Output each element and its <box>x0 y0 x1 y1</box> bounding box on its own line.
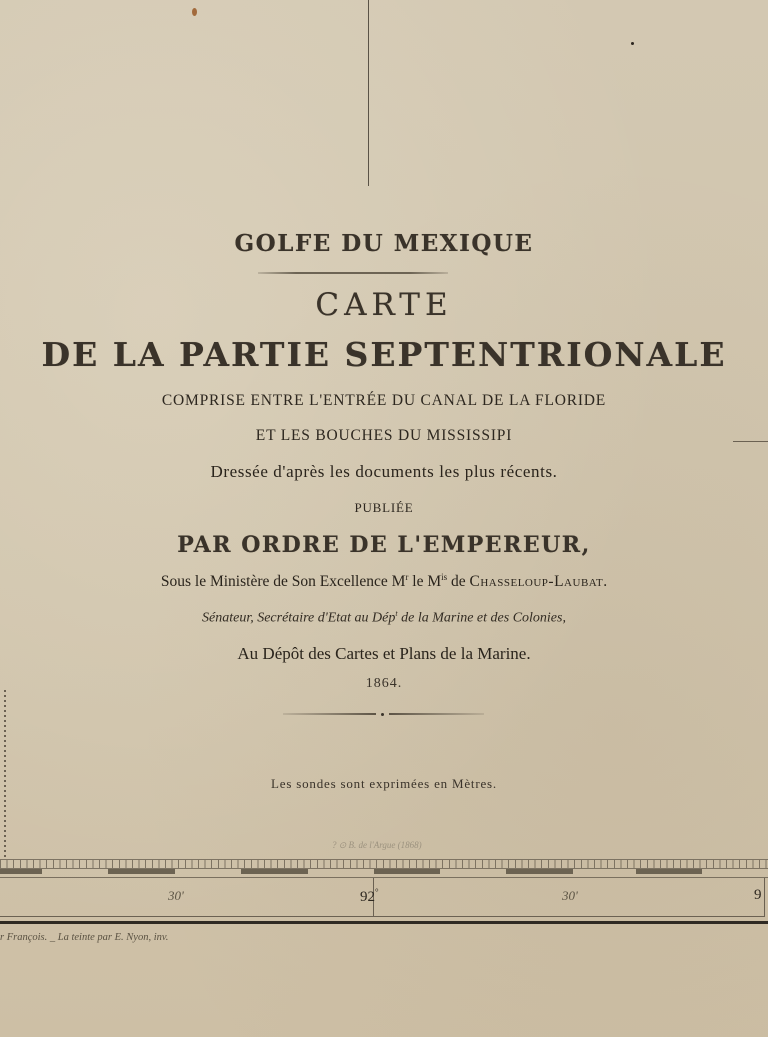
ministry-mis-sup: is <box>441 572 448 582</box>
ministry-suffix: . <box>603 573 608 591</box>
region-title: GOLFE DU MEXIQUE <box>234 230 534 257</box>
ministry-line <box>0 572 768 591</box>
office-after: de la Marine et des Colonies, <box>397 610 566 626</box>
outer-frame-rule <box>0 921 768 924</box>
engraving-credit: r François. _ La teinte par E. Nyon, inv. <box>0 932 169 943</box>
engraver-mark: ? ⊙ B. de l'Argue (1868) <box>332 840 422 850</box>
publisher-line: Au Dépôt des Cartes et Plans de la Marine. <box>237 644 531 663</box>
ministry-de: de <box>447 573 470 591</box>
minister-name: Chasseloup-Laubat <box>469 573 604 591</box>
title-divider <box>258 272 448 274</box>
map-title: CARTE <box>315 287 453 323</box>
office-before: Sénateur, Secrétaire d'Etat au Dép <box>202 610 396 626</box>
published-label: PUBLIÉE <box>354 500 414 515</box>
graduated-border-bar <box>0 869 768 878</box>
meridian-line <box>368 0 369 186</box>
sources-note: Dressée d'après les documents les plus récents. <box>210 462 558 481</box>
map-subtitle: DE LA PARTIE SEPTENTRIONALE <box>41 335 727 374</box>
graduated-border-ticks <box>0 859 768 869</box>
scale-label-minutes: 30' <box>562 888 578 903</box>
extent-line-2: ET LES BOUCHES DU MISSISSIPI <box>255 427 513 444</box>
ink-speck <box>631 42 634 45</box>
scale-dark-segment <box>0 869 42 874</box>
scale-dark-segment <box>241 869 308 874</box>
authority-line: PAR ORDRE DE L'EMPEREUR, <box>177 532 591 558</box>
ornamental-rule-dot <box>381 713 384 716</box>
scale-label-degrees <box>360 887 379 906</box>
degree-symbol: ° <box>375 887 379 897</box>
ministry-middle: le M <box>408 573 442 591</box>
map-left-border <box>4 690 6 860</box>
soundings-note: Les sondes sont exprimées en Mètres. <box>271 776 497 791</box>
foxing-spot <box>192 8 197 16</box>
ornamental-rule-right <box>389 713 484 715</box>
scale-dark-segment <box>636 869 702 874</box>
longitude-label-band <box>0 878 765 917</box>
extent-line-1: COMPRISE ENTRE L'ENTRÉE DU CANAL DE LA FLORIDE <box>161 392 607 409</box>
scale-label-degrees: 9 <box>754 887 762 903</box>
scale-dark-segment <box>108 869 175 874</box>
publication-year: 1864. <box>365 676 403 691</box>
scale-dark-segment <box>374 869 440 874</box>
degree-value: 92 <box>360 889 375 905</box>
office-line <box>0 609 768 627</box>
ornamental-rule-left <box>283 713 376 715</box>
ministry-mr-sup: r <box>405 572 409 582</box>
scale-label-minutes: 30' <box>168 888 184 903</box>
ministry-prefix: Sous le Ministère de Son Excellence M <box>160 573 406 591</box>
scale-dark-segment <box>506 869 573 874</box>
office-sup: t <box>395 609 398 618</box>
